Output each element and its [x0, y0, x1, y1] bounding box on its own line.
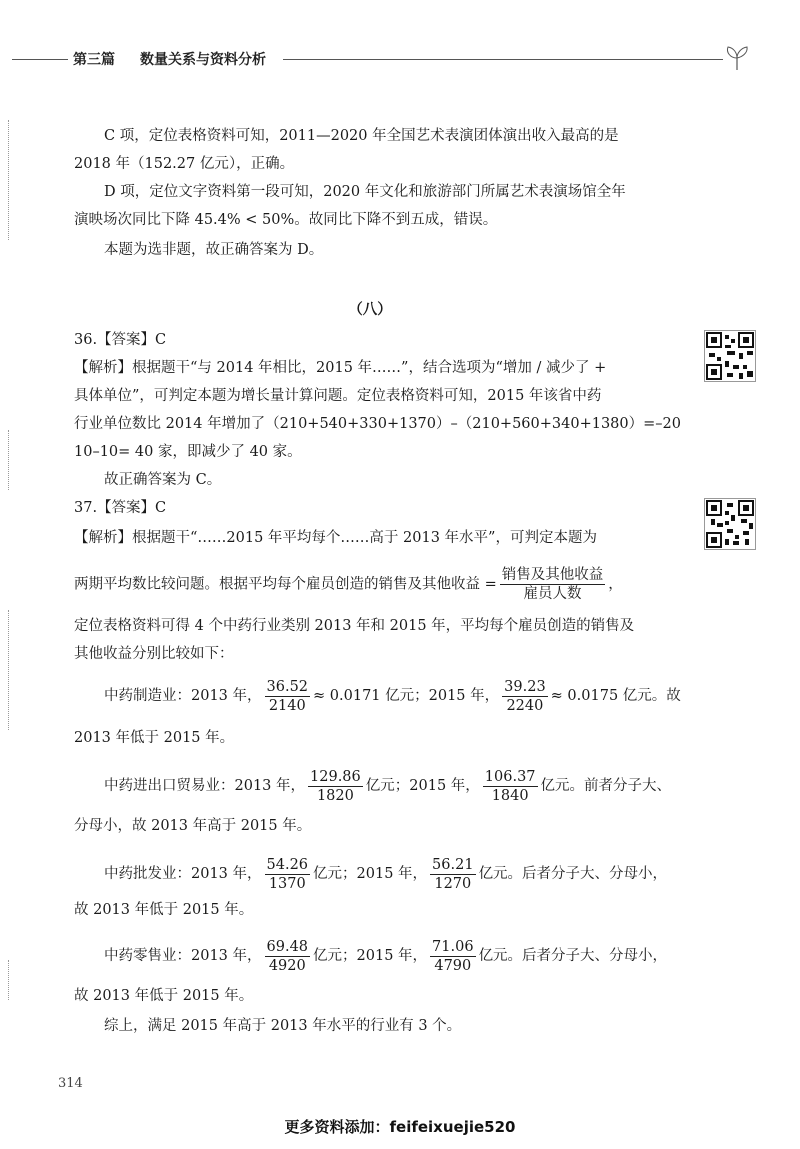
text-segment: ≈ 0.0171 亿元；2015 年，	[313, 688, 500, 704]
text-line: 分母小，故 2013 年高于 2015 年。	[74, 818, 312, 834]
fraction-numerator: 39.23	[504, 678, 546, 695]
text-line-with-fraction	[104, 936, 667, 976]
fraction-numerator: 69.48	[266, 938, 309, 955]
fraction-denominator: 1840	[491, 787, 529, 804]
binding-dots	[8, 610, 11, 730]
text-line-with-fraction	[104, 766, 671, 806]
text-segment: 中药批发业：2013 年，	[104, 866, 262, 882]
text-segment: 亿元。前者分子大、	[540, 778, 672, 794]
page-number: 314	[58, 1076, 83, 1091]
fraction	[502, 678, 548, 715]
text-segment: 亿元；2015 年，	[365, 778, 480, 794]
text-line: 故 2013 年低于 2015 年。	[74, 988, 254, 1004]
fraction	[483, 768, 538, 805]
fraction	[500, 566, 606, 603]
text-segment: 亿元。后者分子大、分母小，	[478, 866, 668, 882]
section-heading: （八）	[348, 301, 392, 318]
text-line-with-fraction	[104, 676, 681, 716]
qr-code-icon[interactable]	[704, 498, 756, 550]
binding-dots	[8, 960, 11, 1000]
fraction	[265, 938, 311, 975]
text-line: 故 2013 年低于 2015 年。	[74, 902, 254, 918]
text-line: 具体单位”，可判定本题为增长量计算问题。定位表格资料可知，2015 年该省中药	[74, 388, 602, 404]
fraction	[308, 768, 363, 805]
fraction-numerator: 36.52	[266, 678, 309, 695]
text-segment: 亿元。后者分子大、分母小，	[478, 948, 668, 964]
fraction-numerator: 106.37	[484, 768, 536, 785]
text-line: 其他收益分别比较如下：	[74, 646, 234, 662]
fraction-numerator: 71.06	[432, 938, 474, 955]
sprout-icon	[722, 44, 752, 72]
question-answer-37: 37.【答案】C	[74, 500, 167, 516]
fraction-denominator: 1370	[268, 875, 306, 892]
text-segment: 中药零售业：2013 年，	[104, 948, 262, 964]
page-header	[0, 44, 800, 74]
fraction	[265, 856, 311, 893]
text-line: C 项，定位表格资料可知，2011—2020 年全国艺术表演团体演出收入最高的是	[104, 128, 619, 144]
footer-contact: 更多资料添加：feifeixuejie520	[284, 1118, 516, 1136]
text-segment: 亿元；2015 年，	[313, 948, 428, 964]
fraction-denominator: 1270	[434, 875, 472, 892]
text-segment: ，	[608, 576, 623, 593]
question-answer-36: 36.【答案】C	[74, 332, 167, 348]
header-title: 数量关系与资料分析	[140, 52, 266, 68]
text-line: 行业单位数比 2014 年增加了（210+540+330+1370）–（210+560+340+1380）=–20	[74, 416, 681, 432]
text-line: 定位表格资料可得 4 个中药行业类别 2013 年和 2015 年，平均每个雇员创造的销售及	[74, 618, 635, 634]
text-line: 【解析】根据题干“……2015 年平均每个……高于 2013 年水平”，可判定本题为	[74, 530, 597, 546]
fraction-numerator: 129.86	[310, 768, 361, 785]
text-line: 2013 年低于 2015 年。	[74, 730, 235, 746]
fraction-denominator: 雇员人数	[523, 586, 582, 602]
header-rule-right	[283, 59, 723, 60]
header-part: 第三篇	[73, 52, 115, 68]
fraction	[430, 938, 476, 975]
fraction-denominator: 1820	[316, 787, 354, 804]
fraction-numerator: 54.26	[266, 856, 309, 873]
fraction-denominator: 4920	[268, 957, 306, 974]
text-line: 故正确答案为 C。	[104, 472, 222, 488]
summary-line: 综上，满足 2015 年高于 2013 年水平的行业有 3 个。	[104, 1018, 462, 1034]
text-line: 2018 年（152.27 亿元），正确。	[74, 156, 295, 172]
header-rule-left	[12, 59, 68, 60]
text-line: D 项，定位文字资料第一段可知，2020 年文化和旅游部门所属艺术表演场馆全年	[104, 184, 626, 200]
binding-dots	[8, 120, 11, 240]
text-segment: 中药进出口贸易业：2013 年，	[104, 778, 306, 794]
fraction	[265, 678, 311, 715]
text-segment: ≈ 0.0175 亿元。故	[550, 688, 681, 704]
text-segment: 亿元；2015 年，	[313, 866, 428, 882]
text-line: 本题为选非题，故正确答案为 D。	[104, 242, 324, 258]
fraction-numerator: 销售及其他收益	[501, 567, 604, 583]
fraction-denominator: 2140	[268, 697, 306, 714]
text-line: 演映场次同比下降 45.4% < 50%。故同比下降不到五成，错误。	[74, 212, 498, 228]
binding-dots	[8, 430, 11, 490]
qr-code-icon[interactable]	[704, 330, 756, 382]
fraction-denominator: 4790	[434, 957, 472, 974]
text-segment: 两期平均数比较问题。根据平均每个雇员创造的销售及其他收益 =	[74, 576, 497, 593]
fraction-numerator: 56.21	[432, 856, 474, 873]
fraction-denominator: 2240	[506, 697, 544, 714]
text-line: 10–10= 40 家，即减少了 40 家。	[74, 444, 302, 460]
fraction	[430, 856, 476, 893]
text-line-with-fraction	[74, 566, 623, 603]
text-line: 【解析】根据题干“与 2014 年相比，2015 年……”，结合选项为“增加 / 减少了 +	[74, 360, 607, 376]
text-segment: 中药制造业：2013 年，	[104, 688, 262, 704]
text-line-with-fraction	[104, 854, 667, 894]
